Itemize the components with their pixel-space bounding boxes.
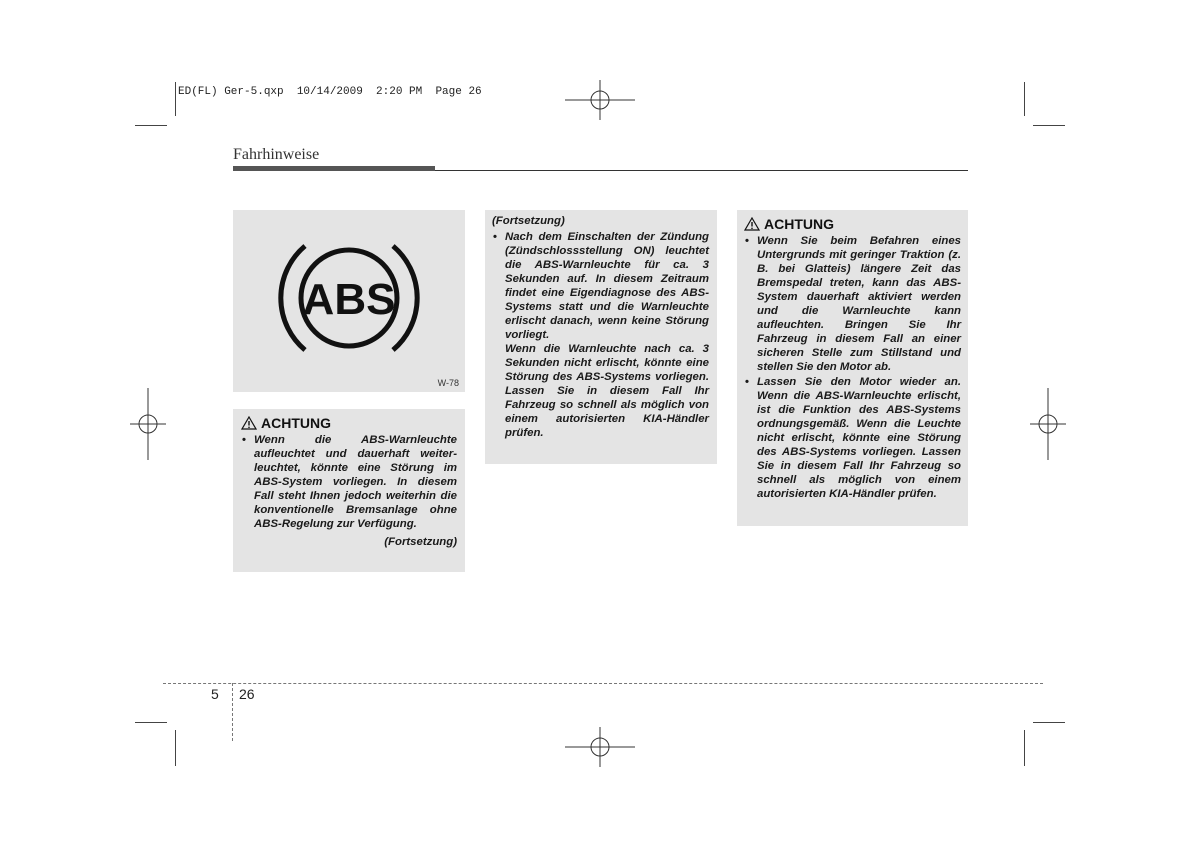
header-rule-thick xyxy=(233,166,435,171)
continued-label: (Fortsetzung) xyxy=(384,536,457,548)
continued-label-top: (Fortsetzung) xyxy=(492,215,565,227)
warning-heading-right xyxy=(744,216,961,232)
abs-warning-icon xyxy=(233,210,465,392)
registration-mark-bottom xyxy=(565,727,635,767)
chapter-number: 5 xyxy=(211,686,219,702)
footer-dashed-rule xyxy=(163,683,1043,684)
page-number: 26 xyxy=(239,686,255,702)
abs-figure xyxy=(233,210,465,392)
warning-bullet: • Wenn die ABS-Warnleuchte aufleuchtet und dauerhaft weiterleuchtet, könnte eine Störung im ABS-System vorliegen. In diesem Fall steht Ihnen jedoch weiterhin die konventionelle Bremsanlage ohne ABS-Regelung zur Verfügung. xyxy=(241,433,457,531)
figure-code: W-78 xyxy=(437,378,459,388)
info-bullet: • Nach dem Einschalten der Zündung (Zündschlossstellung ON) leuchtet die ABS-Warnleuchte für ca. 3 Sekunden auf. In diesem Zeitraum findet eine Eigendiagnose des ABS-Systems statt und die Warnleuchte erlischt danach, wenn keine Störung vorliegt. xyxy=(492,230,709,342)
info-box-middle xyxy=(485,210,717,464)
print-slug: ED(FL) Ger-5.qxp 10/14/2009 2:20 PM Page 26 xyxy=(178,86,482,98)
registration-mark-right xyxy=(1030,388,1066,460)
warning-box-right xyxy=(737,210,968,526)
footer-dashed-divider xyxy=(232,683,233,741)
warning-bullet-1: • Wenn Sie beim Befahren eines Untergrunds mit geringer Traktion (z. B. bei Glatteis) längere Zeit das Bremspedal treten, kann das ABS-System dauerhaft aktiviert werden und die Warnleuchte kann aufleuchten. Bringen Sie Ihr Fahrzeug in diesem Fall an einer sicheren Stelle zum Stillstand und stellen Sie den Motor ab. xyxy=(744,234,961,374)
warning-heading-text: ACHTUNG xyxy=(261,415,331,431)
warning-box-left xyxy=(233,409,465,572)
info-paragraph: Wenn die Warnleuchte nach ca. 3 Sekunden nicht erlischt, könnte eine Störung des ABS-Systems vorliegen. Lassen Sie in diesem Fall Ihr Fahrzeug so schnell als möglich von einem autorisierten KIA-Händler prüfen. xyxy=(505,343,709,439)
warning-bullet-2: • Lassen Sie den Motor wieder an. Wenn die ABS-Warnleuchte erlischt, ist die Funktion des ABS-Systems ordnungsgemäß. Wenn die Leuchte nicht erlischt, könnte eine Störung des ABS-Systems vorliegen. Lassen Sie in diesem Fall Ihr Fahrzeug so schnell als möglich von einem autorisierten KIA-Händler prüfen. xyxy=(744,375,961,501)
section-title: Fahrhinweise xyxy=(233,146,320,163)
warning-triangle-icon xyxy=(241,416,257,430)
warning-heading-text: ACHTUNG xyxy=(764,216,834,232)
header-rule-thin xyxy=(435,170,968,171)
abs-icon-text: ABS xyxy=(302,275,396,324)
warning-triangle-icon xyxy=(744,217,760,231)
warning-heading-left xyxy=(241,415,457,431)
registration-mark-top xyxy=(565,80,635,120)
registration-mark-left xyxy=(130,388,166,460)
